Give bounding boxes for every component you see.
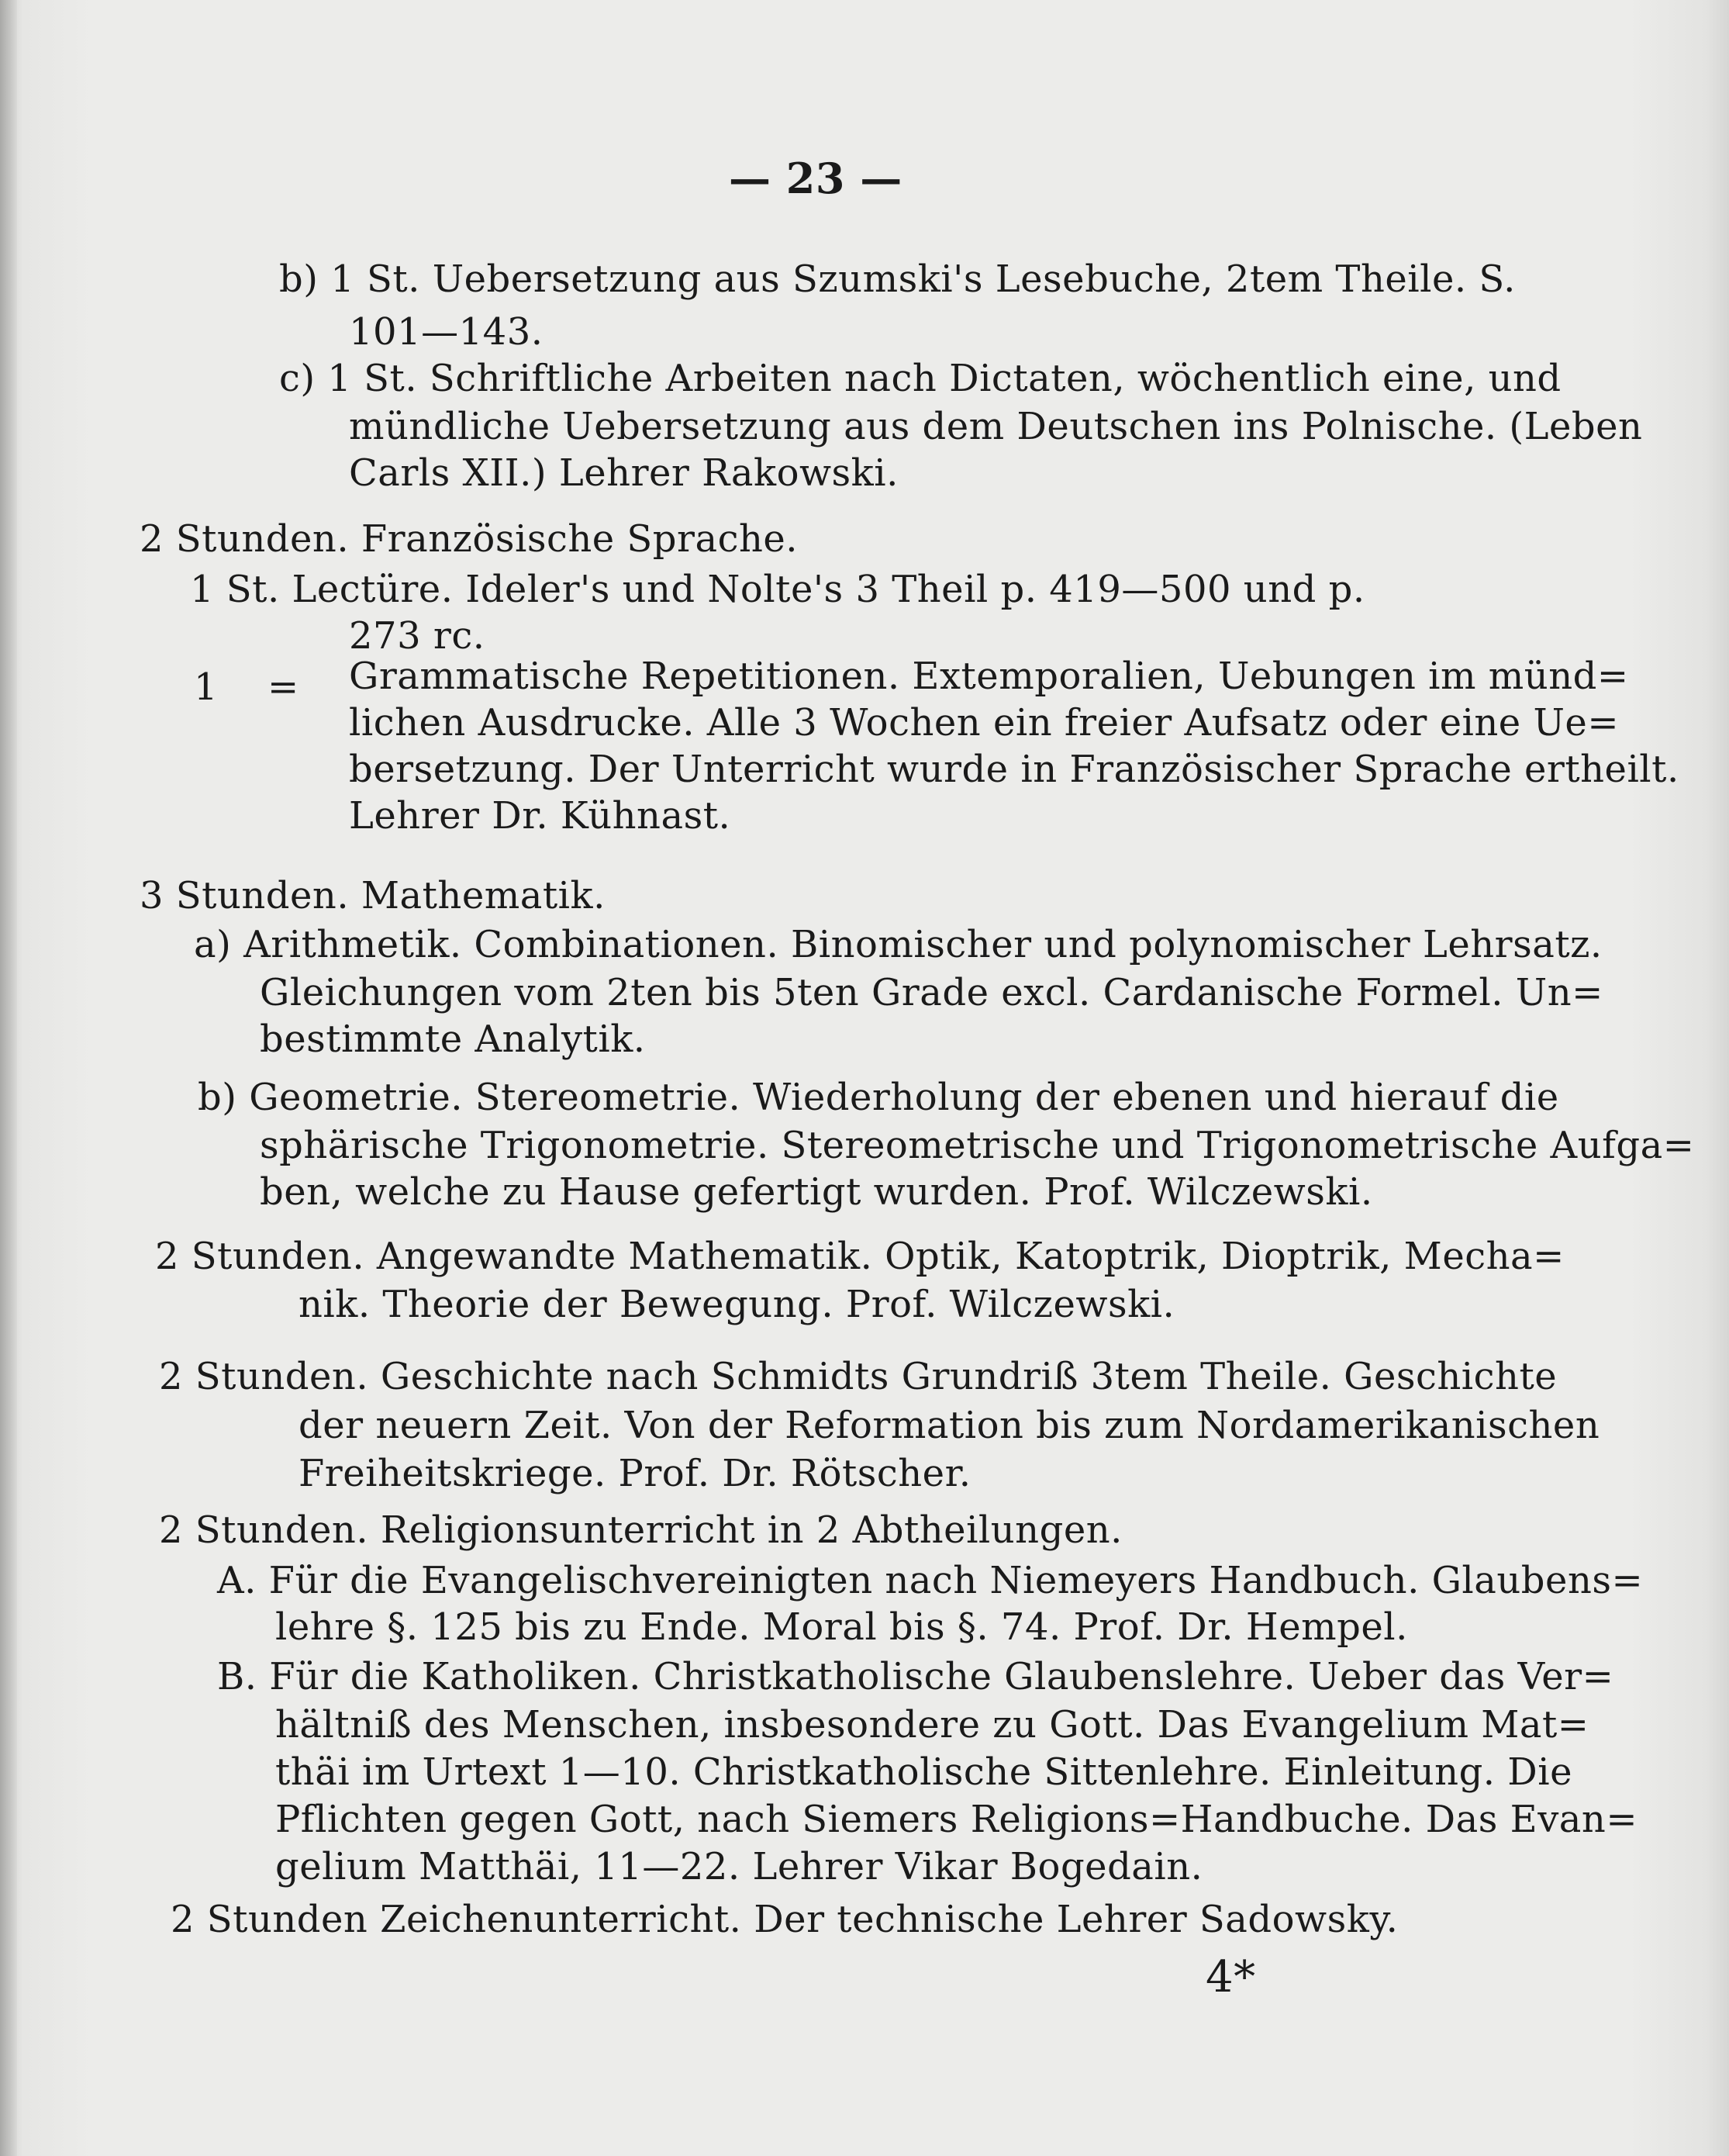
- text-line: bestimmte Analytik.: [260, 1018, 646, 1061]
- hour-count: 1: [194, 665, 219, 709]
- text-line: Lehrer Dr. Kühnast.: [349, 794, 731, 838]
- section-heading-mathematik: 3 Stunden. Mathematik.: [140, 874, 606, 917]
- signature-mark: 4*: [1206, 1952, 1256, 2002]
- text-line: bersetzung. Der Unterricht wurde in Französischer Sprache ertheilt.: [349, 748, 1679, 791]
- page-number: — 23 —: [729, 154, 902, 203]
- text-line: hältniß des Menschen, insbesondere zu Gott. Das Evangelium Mat=: [275, 1703, 1589, 1747]
- text-line-a-arithmetik: a) Arithmetik. Combinationen. Binomischer und polynomischer Lehrsatz.: [194, 923, 1603, 966]
- text-line: lichen Ausdrucke. Alle 3 Wochen ein freier Aufsatz oder eine Ue=: [349, 701, 1620, 745]
- text-line-b-katholisch: B. Für die Katholiken. Christkatholische Glaubenslehre. Ueber das Ver=: [217, 1655, 1614, 1698]
- text-line-c-schriftliche: c) 1 St. Schriftliche Arbeiten nach Dictaten, wöchentlich eine, und: [279, 357, 1562, 400]
- text-line: mündliche Uebersetzung aus dem Deutschen ins Polnische. (Leben: [349, 405, 1643, 448]
- text-line: nik. Theorie der Bewegung. Prof. Wilczewski.: [299, 1283, 1175, 1326]
- text-line: Grammatische Repetitionen. Extemporalien, Uebungen im münd=: [349, 655, 1629, 698]
- section-heading-franzoesisch: 2 Stunden. Französische Sprache.: [140, 517, 799, 561]
- text-line: ben, welche zu Hause gefertigt wurden. Prof. Wilczewski.: [260, 1170, 1373, 1214]
- text-line: 101—143.: [349, 310, 544, 354]
- text-line-a-evangelisch: A. Für die Evangelischvereinigten nach Niemeyers Handbuch. Glaubens=: [217, 1559, 1644, 1602]
- binding-shadow: [0, 0, 17, 2156]
- text-line: 1 St. Lectüre. Ideler's und Nolte's 3 Theil p. 419—500 und p.: [190, 568, 1365, 611]
- text-line: 273 rc.: [349, 614, 485, 658]
- text-line: gelium Matthäi, 11—22. Lehrer Vikar Bogedain.: [275, 1845, 1203, 1888]
- section-heading-angewandte: 2 Stunden. Angewandte Mathematik. Optik, Katoptrik, Dioptrik, Mecha=: [155, 1235, 1565, 1278]
- section-heading-zeichnen: 2 Stunden Zeichenunterricht. Der technische Lehrer Sadowsky.: [171, 1898, 1399, 1941]
- text-line-b-szumski: b) 1 St. Uebersetzung aus Szumski's Lesebuche, 2tem Theile. S.: [279, 257, 1516, 301]
- text-line: Gleichungen vom 2ten bis 5ten Grade excl. Cardanische Formel. Un=: [260, 971, 1603, 1014]
- section-heading-geschichte: 2 Stunden. Geschichte nach Schmidts Grundriß 3tem Theile. Geschichte: [159, 1355, 1558, 1398]
- text-line: thäi im Urtext 1—10. Christkatholische Sittenlehre. Einleitung. Die: [275, 1750, 1573, 1794]
- text-line-b-geometrie: b) Geometrie. Stereometrie. Wiederholung der ebenen und hierauf die: [198, 1076, 1559, 1119]
- text-line: der neuern Zeit. Von der Reformation bis zum Nordamerikanischen: [299, 1404, 1600, 1447]
- text-line: Freiheitskriege. Prof. Dr. Rötscher.: [299, 1452, 971, 1495]
- section-heading-religion: 2 Stunden. Religionsunterricht in 2 Abtheilungen.: [159, 1508, 1123, 1552]
- text-line: sphärische Trigonometrie. Stereometrische und Trigonometrische Aufga=: [260, 1124, 1695, 1167]
- text-line: lehre §. 125 bis zu Ende. Moral bis §. 74. Prof. Dr. Hempel.: [275, 1605, 1408, 1649]
- text-line: Carls XII.) Lehrer Rakowski.: [349, 451, 899, 495]
- text-line: Pflichten gegen Gott, nach Siemers Religions=Handbuche. Das Evan=: [275, 1798, 1638, 1841]
- ditto-mark: =: [267, 665, 299, 709]
